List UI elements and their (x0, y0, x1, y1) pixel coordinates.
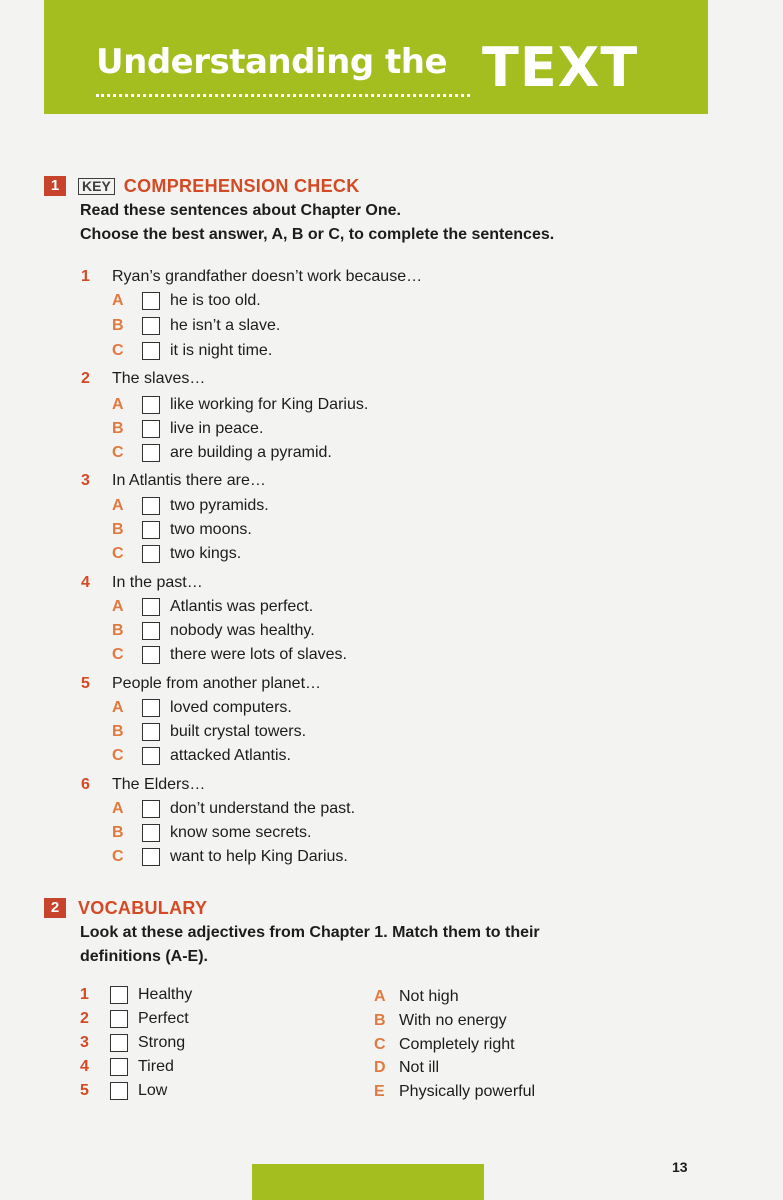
definition-letter: C (374, 1036, 386, 1053)
answer-checkbox[interactable] (142, 342, 160, 360)
question-2 (81, 370, 205, 388)
answer-checkbox[interactable] (142, 747, 160, 765)
question-text: The slaves… (112, 370, 206, 387)
word-number: 5 (80, 1082, 89, 1099)
answer-checkbox[interactable] (142, 598, 160, 616)
question-text: Ryan’s grandfather doesn’t work because… (112, 268, 423, 285)
instruction-line: Choose the best answer, A, B or C, to complete the sentences. (80, 226, 555, 243)
banner-title-part2: TEXT (482, 36, 639, 99)
q2-option-a[interactable] (112, 394, 368, 416)
vocab-word-5[interactable] (80, 1080, 167, 1102)
vocab-word-3[interactable] (80, 1032, 185, 1054)
title-banner (44, 0, 708, 114)
option-letter: C (112, 444, 124, 461)
definition-text: Not high (399, 988, 459, 1005)
option-text: nobody was healthy. (170, 622, 315, 639)
definition-text: Completely right (399, 1036, 515, 1053)
option-letter: C (112, 646, 124, 663)
question-6 (81, 776, 205, 794)
question-number: 3 (81, 472, 90, 489)
q3-option-a[interactable] (112, 495, 269, 517)
option-text: live in peace. (170, 420, 264, 437)
option-text: it is night time. (170, 342, 273, 359)
option-text: two pyramids. (170, 497, 269, 514)
question-number: 6 (81, 776, 90, 793)
option-letter: A (112, 292, 124, 309)
section2-instruction (80, 921, 540, 969)
vocab-word-1[interactable] (80, 984, 192, 1006)
option-text: attacked Atlantis. (170, 747, 291, 764)
q5-option-c[interactable] (112, 745, 291, 767)
option-letter: A (112, 396, 124, 413)
answer-box[interactable] (110, 1058, 128, 1076)
definition-e (374, 1081, 535, 1103)
option-text: want to help King Darius. (170, 848, 348, 865)
page-number: 13 (672, 1159, 688, 1175)
definition-text: Not ill (399, 1059, 440, 1076)
question-text: People from another planet… (112, 675, 322, 692)
option-letter: C (112, 848, 124, 865)
q6-option-c[interactable] (112, 846, 348, 868)
option-text: loved computers. (170, 699, 292, 716)
option-text: two kings. (170, 545, 242, 562)
option-letter: B (112, 317, 124, 334)
banner-title-part1: Understanding the (96, 42, 448, 82)
answer-checkbox[interactable] (142, 396, 160, 414)
word-number: 2 (80, 1010, 89, 1027)
section1-number: 1 (44, 176, 66, 196)
definition-text: With no energy (399, 1012, 507, 1029)
answer-checkbox[interactable] (142, 420, 160, 438)
option-text: Atlantis was perfect. (170, 598, 314, 615)
question-number: 4 (81, 574, 90, 591)
definition-letter: D (374, 1059, 386, 1076)
q3-option-b[interactable] (112, 519, 252, 541)
question-number: 2 (81, 370, 90, 387)
q6-option-b[interactable] (112, 822, 311, 844)
answer-box[interactable] (110, 986, 128, 1004)
answer-box[interactable] (110, 1034, 128, 1052)
answer-checkbox[interactable] (142, 317, 160, 335)
word-text: Strong (138, 1034, 186, 1051)
banner-dotted-underline (96, 94, 470, 97)
question-4 (81, 574, 203, 592)
answer-checkbox[interactable] (142, 444, 160, 462)
option-letter: C (112, 342, 124, 359)
section1-title: COMPREHENSION CHECK (123, 175, 360, 196)
definition-b (374, 1010, 507, 1032)
option-letter: B (112, 824, 124, 841)
answer-checkbox[interactable] (142, 848, 160, 866)
definition-text: Physically powerful (399, 1083, 536, 1100)
definition-letter: A (374, 988, 386, 1005)
section2-number: 2 (44, 898, 66, 918)
option-letter: A (112, 699, 124, 716)
instruction-line: Read these sentences about Chapter One. (80, 202, 401, 219)
answer-checkbox[interactable] (142, 292, 160, 310)
option-text: are building a pyramid. (170, 444, 332, 461)
answer-checkbox[interactable] (142, 497, 160, 515)
question-text: In Atlantis there are… (112, 472, 266, 489)
option-letter: B (112, 420, 124, 437)
question-text: In the past… (112, 574, 203, 591)
question-number: 5 (81, 675, 90, 692)
option-letter: A (112, 497, 124, 514)
answer-checkbox[interactable] (142, 723, 160, 741)
option-letter: C (112, 747, 124, 764)
option-text: built crystal towers. (170, 723, 307, 740)
q1-option-a[interactable] (112, 290, 261, 312)
option-letter: A (112, 800, 124, 817)
section1-header (44, 175, 360, 197)
key-badge: KEY (78, 178, 115, 195)
vocab-word-2[interactable] (80, 1008, 189, 1030)
section1-instruction (80, 199, 554, 247)
option-text: don’t understand the past. (170, 800, 356, 817)
answer-checkbox[interactable] (142, 521, 160, 539)
footer-tab (252, 1164, 484, 1200)
section2-title: VOCABULARY (78, 897, 208, 918)
option-text: he is too old. (170, 292, 261, 309)
q5-option-a[interactable] (112, 697, 292, 719)
definition-a (374, 986, 459, 1008)
option-letter: B (112, 521, 124, 538)
answer-checkbox[interactable] (142, 800, 160, 818)
definition-letter: B (374, 1012, 386, 1029)
answer-checkbox[interactable] (142, 699, 160, 717)
section2-header (44, 897, 207, 919)
word-text: Perfect (138, 1010, 189, 1027)
word-text: Low (138, 1082, 168, 1099)
answer-checkbox[interactable] (142, 824, 160, 842)
option-letter: A (112, 598, 124, 615)
option-text: he isn’t a slave. (170, 317, 281, 334)
question-5 (81, 675, 321, 693)
answer-checkbox[interactable] (142, 545, 160, 563)
q1-option-b[interactable] (112, 315, 280, 337)
definition-c (374, 1034, 515, 1056)
q2-option-c[interactable] (112, 442, 332, 464)
q2-option-b[interactable] (112, 418, 263, 440)
q3-option-c[interactable] (112, 543, 241, 565)
q4-option-b[interactable] (112, 620, 315, 642)
option-letter: B (112, 622, 124, 639)
answer-box[interactable] (110, 1010, 128, 1028)
option-text: two moons. (170, 521, 252, 538)
option-text: know some secrets. (170, 824, 312, 841)
question-text: The Elders… (112, 776, 206, 793)
answer-box[interactable] (110, 1082, 128, 1100)
option-letter: C (112, 545, 124, 562)
q1-option-c[interactable] (112, 340, 272, 362)
option-text: there were lots of slaves. (170, 646, 347, 663)
q6-option-a[interactable] (112, 798, 355, 820)
definition-d (374, 1057, 439, 1079)
q5-option-b[interactable] (112, 721, 306, 743)
question-1 (81, 268, 422, 286)
answer-checkbox[interactable] (142, 646, 160, 664)
definition-letter: E (374, 1083, 385, 1100)
option-text: like working for King Darius. (170, 396, 369, 413)
answer-checkbox[interactable] (142, 622, 160, 640)
word-number: 3 (80, 1034, 89, 1051)
word-number: 4 (80, 1058, 89, 1075)
word-text: Healthy (138, 986, 193, 1003)
word-number: 1 (80, 986, 89, 1003)
vocab-word-4[interactable] (80, 1056, 174, 1078)
question-number: 1 (81, 268, 90, 285)
q4-option-a[interactable] (112, 596, 313, 618)
q4-option-c[interactable] (112, 644, 347, 666)
question-3 (81, 472, 266, 490)
instruction-line: Look at these adjectives from Chapter 1. Match them to their (80, 924, 540, 941)
word-text: Tired (138, 1058, 174, 1075)
instruction-line: definitions (A-E). (80, 948, 208, 965)
option-letter: B (112, 723, 124, 740)
